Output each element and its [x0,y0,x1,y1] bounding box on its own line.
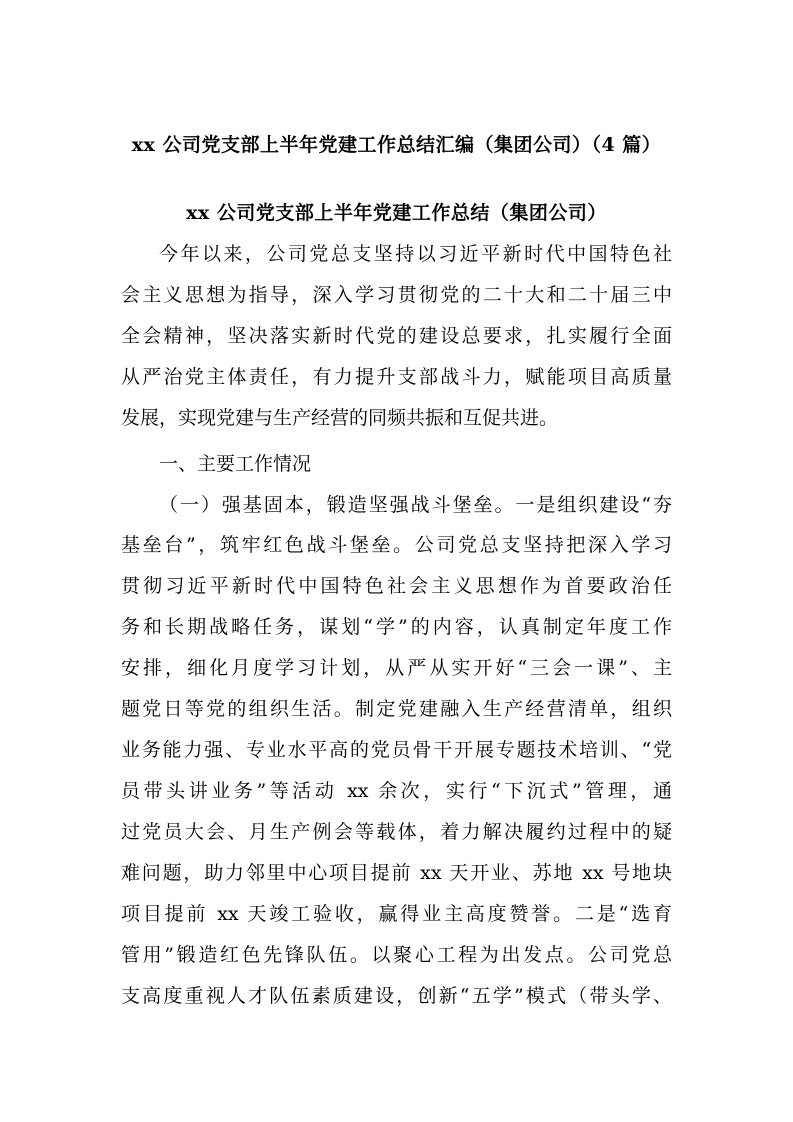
section-title: xx 公司党支部上半年党建工作总结（集团公司） [186,202,607,224]
paragraph-line: 员带头讲业务”等活动 xx 余次，实行“下沉式”管理，通 [121,780,672,802]
paragraph-line: 务和长期战略任务，谋划“学”的内容，认真制定年度工作 [121,616,672,638]
paragraph-line: 基垒台”，筑牢红色战斗堡垒。公司党总支坚持把深入学习 [121,534,672,556]
paragraph-line: 题党日等党的组织生活。制定党建融入生产经营清单，组织 [121,698,672,720]
paragraph-line: （一）强基固本，锻造坚强战斗堡垒。一是组织建设“夯 [159,494,672,516]
paragraph-line: 今年以来，公司党总支坚持以习近平新时代中国特色社 [159,243,672,265]
section-heading: 一、主要工作情况 [159,453,312,475]
paragraph-line: 管用”锻造红色先锋队伍。以聚心工程为出发点。公司党总 [121,944,672,966]
document-title: xx 公司党支部上半年党建工作总结汇编（集团公司）（4 篇） [131,134,662,156]
paragraph-line: 从严治党主体责任，有力提升支部战斗力，赋能项目高质量 [121,366,672,388]
paragraph-line: 全会精神，坚决落实新时代党的建设总要求，扎实履行全面 [121,325,672,347]
paragraph-line: 安排，细化月度学习计划，从严从实开好“三会一课”、主 [121,657,672,679]
paragraph-line: 过党员大会、月生产例会等载体，着力解决履约过程中的疑 [121,821,672,843]
paragraph-line: 会主义思想为指导，深入学习贯彻党的二十大和二十届三中 [121,284,672,306]
paragraph-line: 难问题，助力邻里中心项目提前 xx 天开业、苏地 xx 号地块 [121,862,672,884]
paragraph-line: 项目提前 xx 天竣工验收，赢得业主高度赞誉。二是“选育 [121,903,672,925]
paragraph-line: 发展，实现党建与生产经营的同频共振和互促共进。 [121,407,559,429]
paragraph-line: 支高度重视人才队伍素质建设，创新“五学”模式（带头学、 [121,985,672,1007]
paragraph-line: 业务能力强、专业水平高的党员骨干开展专题技术培训、“党 [121,739,672,761]
paragraph-line: 贯彻习近平新时代中国特色社会主义思想作为首要政治任 [121,575,672,597]
